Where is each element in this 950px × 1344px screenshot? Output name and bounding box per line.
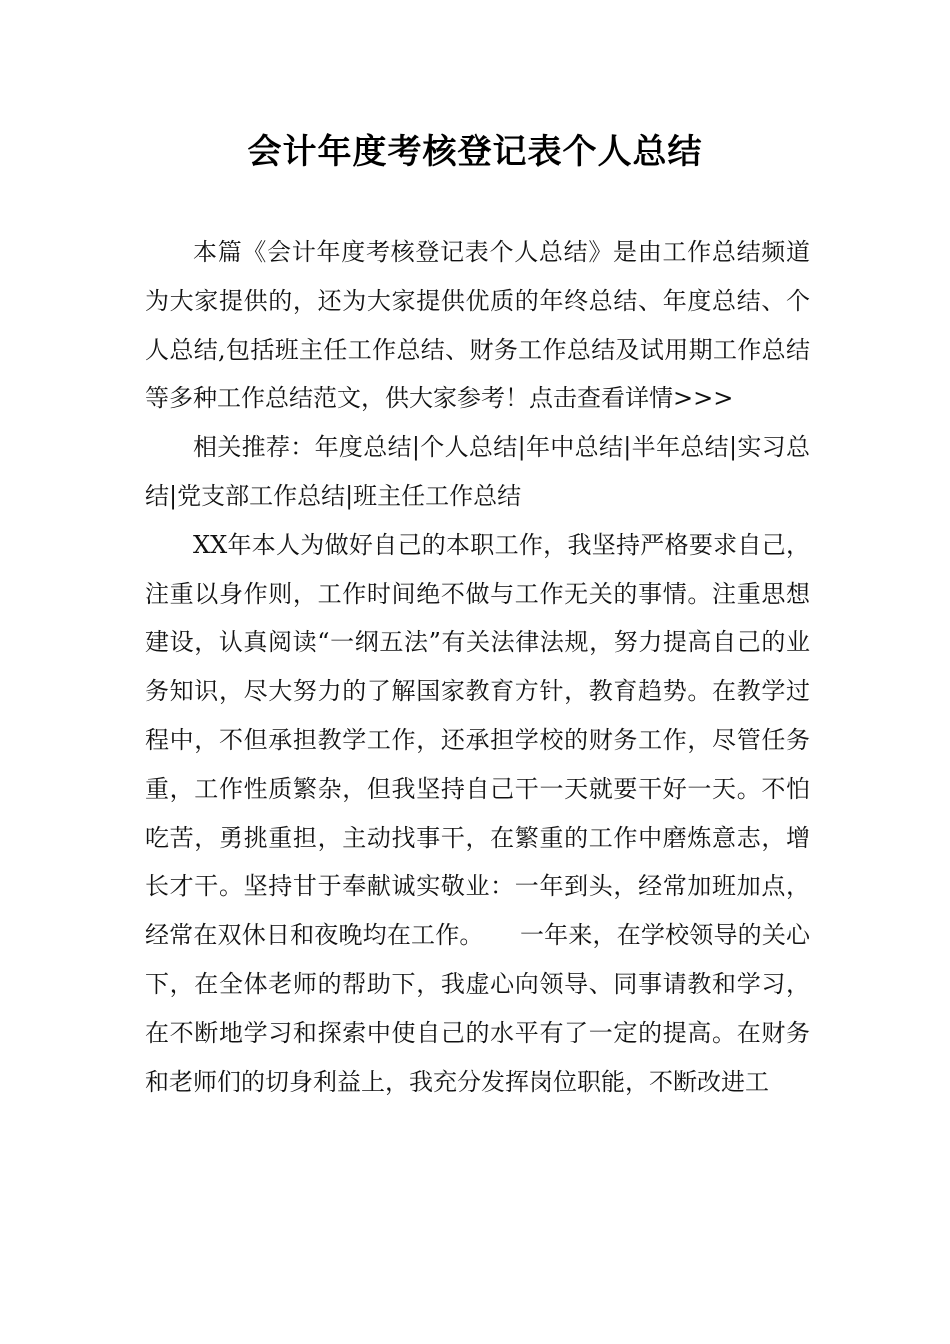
document-body <box>145 228 810 1106</box>
document-title: 会计年度考核登记表个人总结 <box>247 132 703 172</box>
intro-paragraph: 本篇《会计年度考核登记表个人总结》是由工作总结频道为大家提供的，还为大家提供优质的年终总结、年度总结、个人总结,包括班主任工作总结、财务工作总结及试用期工作总结等多种工作总结范文，供大家参考！点击查看详情>>> <box>145 238 810 413</box>
summary-paragraph: XX年本人为做好自己的本职工作，我坚持严格要求自己，注重以身作则，工作时间绝不做与工作无关的事情。注重思想建设，认真阅读“一纲五法”有关法律法规，努力提高自己的业务知识，尽大努力的了解国家教育方针，教育趋势。在教学过程中，不但承担教学工作，还承担学校的财务工作，尽管任务重，工作性质繁杂，但我坚持自己干一天就要干好一天。不怕吃苦，勇挑重担，主动找事干，在繁重的工作中磨炼意志，增长才干。坚持甘于奉献诚实敬业：一年到头，经常加班加点，经常在双休日和夜晚均在工作。 一年来，在学校领导的关心下，在全体老师的帮助下，我虚心向领导、同事请教和学习，在不断地学习和探索中使自己的水平有了一定的提高。在财务和老师们的切身利益上，我充分发挥岗位职能，不断改进工 <box>145 530 810 1096</box>
related-recommendations-paragraph: 相关推荐：年度总结|个人总结|年中总结|半年总结|实习总结|党支部工作总结|班主任工作总结 <box>145 433 810 510</box>
